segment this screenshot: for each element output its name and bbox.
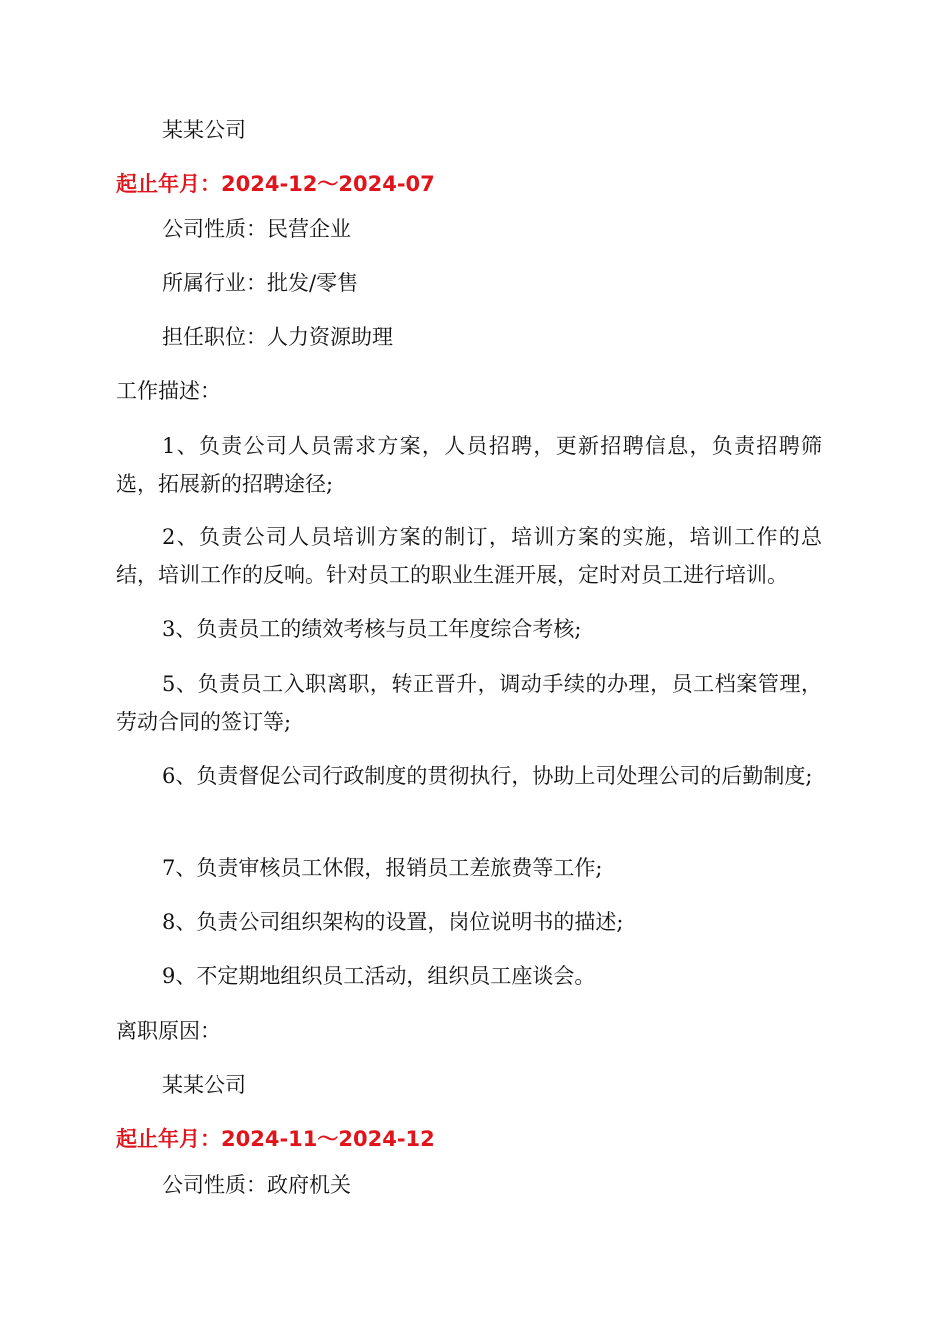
duty-item: 7、负责审核员工休假，报销员工差旅费等工作; bbox=[162, 856, 603, 880]
employment-period: 起止年月：2024-11～2024-12 bbox=[116, 1127, 435, 1151]
company-nature: 公司性质：政府机关 bbox=[162, 1173, 351, 1197]
duty-item: 3、负责员工的绩效考核与员工年度综合考核; bbox=[162, 617, 582, 641]
industry: 所属行业：批发/零售 bbox=[162, 271, 359, 295]
leave-reason-label: 离职原因： bbox=[116, 1019, 221, 1043]
duty-item: 5、负责员工入职离职，转正晋升，调动手续的办理，员工档案管理，劳动合同的签订等; bbox=[116, 672, 822, 734]
company-name: 某某公司 bbox=[162, 118, 246, 142]
duty-item: 2、负责公司人员培训方案的制订，培训方案的实施，培训工作的总结，培训工作的反响。针对员工的职业生涯开展，定时对员工进行培训。 bbox=[116, 525, 822, 587]
company-name: 某某公司 bbox=[162, 1073, 246, 1097]
employment-period: 起止年月：2024-12～2024-07 bbox=[116, 172, 435, 196]
duty-item: 1、负责公司人员需求方案，人员招聘，更新招聘信息，负责招聘筛选，拓展新的招聘途径; bbox=[116, 434, 822, 496]
job-position: 担任职位：人力资源助理 bbox=[162, 325, 393, 349]
duty-item: 6、负责督促公司行政制度的贯彻执行，协助上司处理公司的后勤制度; bbox=[162, 764, 813, 788]
duty-item: 8、负责公司组织架构的设置，岗位说明书的描述; bbox=[162, 910, 624, 934]
company-nature: 公司性质：民营企业 bbox=[162, 217, 351, 241]
work-description-label: 工作描述： bbox=[116, 379, 221, 403]
duty-item: 9、不定期地组织员工活动，组织员工座谈会。 bbox=[162, 964, 596, 988]
